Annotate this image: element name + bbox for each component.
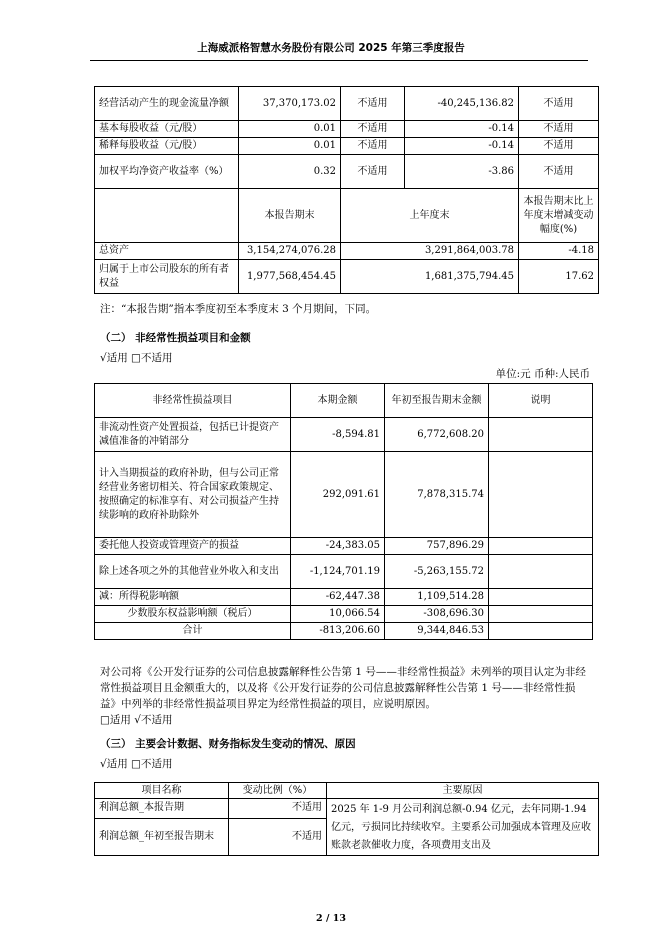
cell-value: 3,154,274,076.28 bbox=[239, 243, 341, 260]
row-label: 利润总额_年初至报告期末 bbox=[95, 818, 229, 855]
table-row bbox=[95, 87, 599, 121]
row-label: 归属于上市公司股东的所有者权益 bbox=[95, 260, 239, 294]
table-row bbox=[95, 138, 599, 155]
changes-table bbox=[94, 782, 599, 856]
cell-note bbox=[489, 606, 593, 623]
cell-value: -40,245,136.82 bbox=[405, 87, 519, 121]
page-header: 上海威派格智慧水务股份有限公司 2025 年第三季度报告 bbox=[197, 42, 465, 54]
cell-note bbox=[489, 418, 593, 452]
page-number: 2 / 13 bbox=[316, 913, 346, 924]
cell-value: 292,091.61 bbox=[291, 452, 385, 538]
column-header: 项目名称 bbox=[95, 783, 229, 799]
section-title-changes: （三） 主要会计数据、财务指标发生变动的情况、原因 bbox=[100, 738, 356, 750]
row-label: 除上述各项之外的其他营业外收入和支出 bbox=[95, 555, 291, 589]
cell-value: 9,344,846.53 bbox=[385, 623, 489, 640]
cell-value: -5,263,155.72 bbox=[385, 555, 489, 589]
cell-value: 不适用 bbox=[341, 87, 405, 121]
table-row bbox=[95, 418, 593, 452]
cell-value: 1,109,514.28 bbox=[385, 589, 489, 606]
row-label: 少数股东权益影响额（税后） bbox=[95, 606, 291, 623]
table-row bbox=[95, 538, 593, 555]
cell-value: 不适用 bbox=[519, 87, 599, 121]
row-label: 非流动性资产处置损益，包括已计提资产减值准备的冲销部分 bbox=[95, 418, 291, 452]
applicable-checkbox-3: √适用 □不适用 bbox=[100, 758, 173, 770]
explanation-paragraph: 对公司将《公开发行证券的公司信息披露解释性公告第 1 号——非经常性损益》未列举的项目认定为非经常性损益项目且金额重大的，以及将《公开发行证券的公司信息披露解释性公告第 1 号——非经常性损益》中列举的非经常性损益项目界定为经常性损益的项目，应说明原因。 bbox=[100, 666, 586, 710]
column-header: 主要原因 bbox=[327, 783, 599, 799]
cell-value: 不适用 bbox=[229, 818, 327, 855]
column-header: 上年度末 bbox=[341, 189, 519, 243]
cell-value: 6,772,608.20 bbox=[385, 418, 489, 452]
empty-cell bbox=[95, 189, 239, 243]
table-header-row bbox=[95, 783, 599, 799]
nonrecurring-table bbox=[94, 383, 593, 640]
cell-value: 0.01 bbox=[239, 138, 341, 155]
cell-value: 不适用 bbox=[341, 121, 405, 138]
table-row bbox=[95, 799, 599, 819]
cell-note bbox=[489, 452, 593, 538]
row-label: 委托他人投资或管理资产的损益 bbox=[95, 538, 291, 555]
table-row bbox=[95, 555, 593, 589]
table-row bbox=[95, 623, 593, 640]
table-row bbox=[95, 452, 593, 538]
row-label: 经营活动产生的现金流量净额 bbox=[95, 87, 239, 121]
row-label: 稀释每股收益（元/股） bbox=[95, 138, 239, 155]
cell-value: 7,878,315.74 bbox=[385, 452, 489, 538]
cell-value: 不适用 bbox=[519, 155, 599, 189]
table-note: 注：“本报告期”指本季度初至本季度末 3 个月期间，下同。 bbox=[100, 303, 377, 315]
applicable-checkbox-2: □适用 √不适用 bbox=[100, 714, 173, 726]
table-row bbox=[95, 121, 599, 138]
cell-value: -8,594.81 bbox=[291, 418, 385, 452]
cell-value: 不适用 bbox=[341, 138, 405, 155]
reason-cell: 2025 年 1-9 月公司利润总额-0.94 亿元，去年同期-1.94 亿元，亏损同比持续收窄。主要系公司加强成本管理及应收账款老款催收力度，各项费用支出及 bbox=[327, 799, 599, 856]
section-title-nonrecurring: （二） 非经常性损益项目和金额 bbox=[100, 332, 251, 344]
total-label: 合计 bbox=[95, 623, 291, 640]
cell-value: -62,447.38 bbox=[291, 589, 385, 606]
cell-note bbox=[489, 538, 593, 555]
cell-note bbox=[489, 623, 593, 640]
column-header: 说明 bbox=[489, 384, 593, 418]
cell-value: -813,206.60 bbox=[291, 623, 385, 640]
applicable-checkbox: √适用 □不适用 bbox=[100, 352, 173, 364]
cell-value: 1,977,568,454.45 bbox=[239, 260, 341, 294]
table-row bbox=[95, 243, 599, 260]
row-label: 基本每股收益（元/股） bbox=[95, 121, 239, 138]
cell-value: 3,291,864,003.78 bbox=[341, 243, 519, 260]
cell-value: 0.32 bbox=[239, 155, 341, 189]
row-label: 利润总额_本报告期 bbox=[95, 799, 229, 819]
cell-value: 17.62 bbox=[519, 260, 599, 294]
table-row bbox=[95, 589, 593, 606]
cell-value: 37,370,173.02 bbox=[239, 87, 341, 121]
cell-value: -3.86 bbox=[405, 155, 519, 189]
header-rule bbox=[90, 60, 588, 61]
column-header: 本报告期末 bbox=[239, 189, 341, 243]
cell-value: -1,124,701.19 bbox=[291, 555, 385, 589]
cell-note bbox=[489, 589, 593, 606]
cell-value: 不适用 bbox=[519, 138, 599, 155]
table-row bbox=[95, 606, 593, 623]
table-row bbox=[95, 155, 599, 189]
row-label: 总资产 bbox=[95, 243, 239, 260]
cell-value: 不适用 bbox=[341, 155, 405, 189]
cell-note bbox=[489, 555, 593, 589]
cell-value: 不适用 bbox=[229, 799, 327, 819]
cell-value: 757,896.29 bbox=[385, 538, 489, 555]
cell-value: -0.14 bbox=[405, 138, 519, 155]
table-subheader-row bbox=[95, 189, 599, 243]
unit-label: 单位:元 币种:人民币 bbox=[495, 368, 590, 380]
cell-value: 0.01 bbox=[239, 121, 341, 138]
cell-value: 不适用 bbox=[519, 121, 599, 138]
table-header-row bbox=[95, 384, 593, 418]
cell-value: -308,696.30 bbox=[385, 606, 489, 623]
row-label: 减：所得税影响额 bbox=[95, 589, 291, 606]
column-header: 本报告期末比上年度末增减变动幅度(%) bbox=[519, 189, 599, 243]
cell-value: -24,383.05 bbox=[291, 538, 385, 555]
column-header: 年初至报告期末金额 bbox=[385, 384, 489, 418]
cell-value: 1,681,375,794.45 bbox=[341, 260, 519, 294]
key-financials-table bbox=[94, 86, 599, 294]
column-header: 变动比例（%） bbox=[229, 783, 327, 799]
column-header: 本期金额 bbox=[291, 384, 385, 418]
cell-value: 10,066.54 bbox=[291, 606, 385, 623]
table-row bbox=[95, 260, 599, 294]
row-label: 加权平均净资产收益率（%） bbox=[95, 155, 239, 189]
column-header: 非经常性损益项目 bbox=[95, 384, 291, 418]
cell-value: -0.14 bbox=[405, 121, 519, 138]
cell-value: -4.18 bbox=[519, 243, 599, 260]
row-label: 计入当期损益的政府补助，但与公司正常经营业务密切相关、符合国家政策规定、按照确定的标准享有、对公司损益产生持续影响的政府补助除外 bbox=[95, 452, 291, 538]
